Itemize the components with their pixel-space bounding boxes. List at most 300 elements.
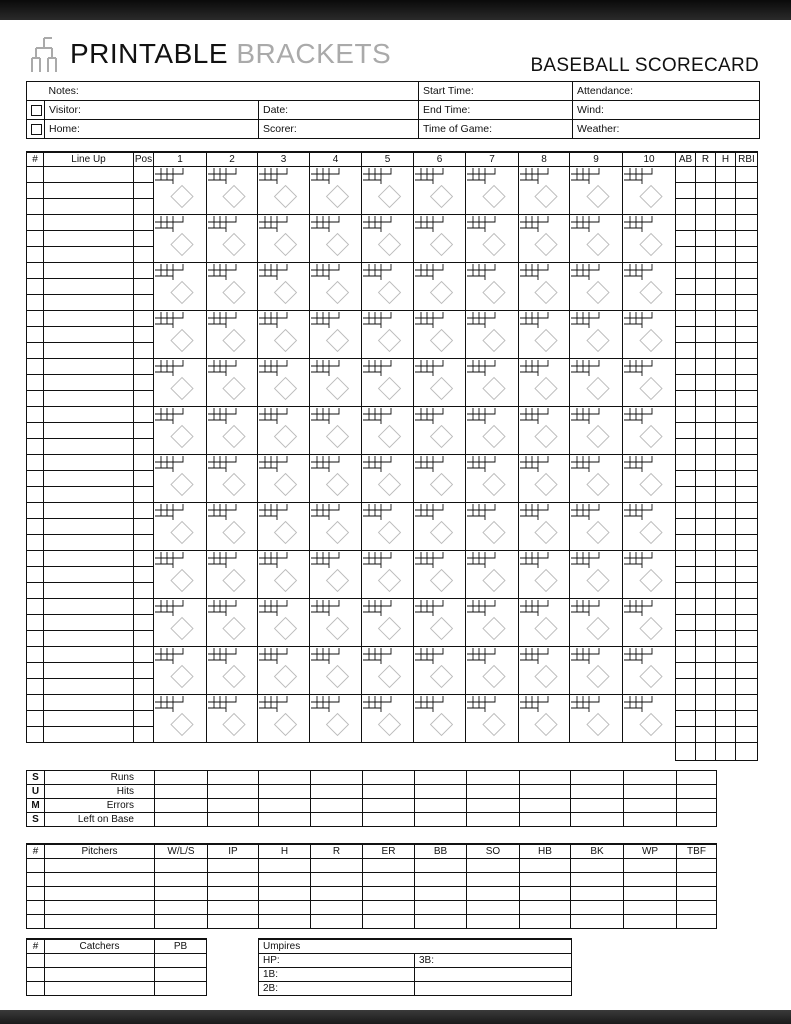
stat-cell[interactable]: [696, 406, 716, 422]
inning-cell[interactable]: [154, 166, 207, 214]
stat-cell[interactable]: [676, 182, 696, 198]
inning-cell[interactable]: [623, 454, 676, 502]
sums-cell[interactable]: [363, 771, 415, 785]
inning-cell[interactable]: [570, 598, 623, 646]
inning-cell[interactable]: [207, 550, 258, 598]
pitcher-cell[interactable]: [520, 858, 571, 872]
catcher-cell[interactable]: [155, 981, 207, 995]
stat-cell[interactable]: [696, 534, 716, 550]
wind-field[interactable]: Wind:: [573, 101, 760, 120]
pitcher-cell[interactable]: [624, 914, 677, 928]
at-bat-box[interactable]: [623, 503, 675, 550]
batter-pos-cell[interactable]: [134, 246, 154, 262]
sums-cell[interactable]: [311, 799, 363, 813]
batter-pos-cell[interactable]: [134, 294, 154, 310]
pitcher-cell[interactable]: [27, 872, 45, 886]
batter-name-cell[interactable]: [44, 390, 134, 406]
inning-cell[interactable]: [310, 646, 362, 694]
inning-cell[interactable]: [207, 166, 258, 214]
stat-cell[interactable]: [696, 726, 716, 742]
at-bat-box[interactable]: [207, 311, 257, 358]
stat-cell[interactable]: [716, 358, 736, 374]
sums-cell[interactable]: [363, 799, 415, 813]
stat-cell[interactable]: [716, 278, 736, 294]
at-bat-box[interactable]: [362, 263, 413, 310]
pitcher-cell[interactable]: [520, 872, 571, 886]
pitcher-cell[interactable]: [45, 858, 155, 872]
stat-cell[interactable]: [736, 438, 758, 454]
stat-cell[interactable]: [716, 534, 736, 550]
stat-cell[interactable]: [716, 374, 736, 390]
at-bat-box[interactable]: [310, 599, 361, 646]
at-bat-box[interactable]: [570, 647, 622, 694]
umpire-1b-field[interactable]: 1B:: [259, 967, 415, 981]
at-bat-box[interactable]: [414, 647, 465, 694]
catcher-cell[interactable]: [45, 967, 155, 981]
at-bat-box[interactable]: [154, 263, 206, 310]
inning-cell[interactable]: [207, 598, 258, 646]
batter-number-cell[interactable]: [27, 486, 44, 502]
inning-cell[interactable]: [519, 598, 570, 646]
stat-cell[interactable]: [716, 422, 736, 438]
at-bat-box[interactable]: [414, 695, 465, 742]
batter-pos-cell[interactable]: [134, 182, 154, 198]
catcher-cell[interactable]: [27, 981, 45, 995]
inning-cell[interactable]: [362, 502, 414, 550]
sums-cell[interactable]: [363, 785, 415, 799]
at-bat-box[interactable]: [258, 455, 309, 502]
batter-name-cell[interactable]: [44, 614, 134, 630]
stat-cell[interactable]: [716, 246, 736, 262]
inning-cell[interactable]: [207, 406, 258, 454]
batter-number-cell[interactable]: [27, 470, 44, 486]
stat-cell[interactable]: [716, 262, 736, 278]
at-bat-box[interactable]: [207, 167, 257, 214]
pitcher-cell[interactable]: [415, 886, 467, 900]
stat-cell[interactable]: [716, 518, 736, 534]
catcher-cell[interactable]: [27, 953, 45, 967]
pitcher-cell[interactable]: [311, 914, 363, 928]
at-bat-box[interactable]: [310, 215, 361, 262]
inning-cell[interactable]: [414, 550, 466, 598]
at-bat-box[interactable]: [414, 503, 465, 550]
stat-total-cell[interactable]: [736, 742, 758, 760]
inning-cell[interactable]: [466, 646, 519, 694]
stat-cell[interactable]: [716, 646, 736, 662]
stat-cell[interactable]: [696, 518, 716, 534]
stat-cell[interactable]: [716, 726, 736, 742]
pitcher-cell[interactable]: [259, 886, 311, 900]
attendance-field[interactable]: Attendance:: [573, 82, 760, 101]
batter-name-cell[interactable]: [44, 262, 134, 278]
inning-cell[interactable]: [519, 358, 570, 406]
inning-cell[interactable]: [414, 454, 466, 502]
inning-cell[interactable]: [154, 262, 207, 310]
inning-cell[interactable]: [570, 214, 623, 262]
stat-cell[interactable]: [736, 518, 758, 534]
stat-cell[interactable]: [736, 342, 758, 358]
pitcher-cell[interactable]: [311, 858, 363, 872]
batter-number-cell[interactable]: [27, 630, 44, 646]
sums-cell[interactable]: [677, 813, 717, 827]
inning-cell[interactable]: [154, 502, 207, 550]
at-bat-box[interactable]: [414, 215, 465, 262]
stat-cell[interactable]: [716, 694, 736, 710]
stat-cell[interactable]: [736, 502, 758, 518]
at-bat-box[interactable]: [207, 503, 257, 550]
umpire-blank-field[interactable]: [415, 967, 572, 981]
stat-cell[interactable]: [696, 678, 716, 694]
stat-cell[interactable]: [676, 214, 696, 230]
pitcher-cell[interactable]: [677, 886, 717, 900]
stat-cell[interactable]: [676, 438, 696, 454]
inning-cell[interactable]: [362, 598, 414, 646]
stat-cell[interactable]: [676, 726, 696, 742]
stat-cell[interactable]: [736, 614, 758, 630]
at-bat-box[interactable]: [623, 215, 675, 262]
sums-cell[interactable]: [677, 771, 717, 785]
stat-cell[interactable]: [736, 326, 758, 342]
batter-name-cell[interactable]: [44, 278, 134, 294]
sums-cell[interactable]: [415, 771, 467, 785]
at-bat-box[interactable]: [519, 647, 569, 694]
at-bat-box[interactable]: [519, 599, 569, 646]
stat-cell[interactable]: [716, 662, 736, 678]
inning-cell[interactable]: [207, 262, 258, 310]
stat-cell[interactable]: [696, 342, 716, 358]
at-bat-box[interactable]: [362, 167, 413, 214]
at-bat-box[interactable]: [414, 263, 465, 310]
at-bat-box[interactable]: [570, 551, 622, 598]
inning-cell[interactable]: [258, 694, 310, 742]
visitor-field[interactable]: Visitor:: [45, 101, 259, 120]
at-bat-box[interactable]: [623, 359, 675, 406]
inning-cell[interactable]: [310, 502, 362, 550]
pitcher-cell[interactable]: [45, 914, 155, 928]
inning-cell[interactable]: [519, 166, 570, 214]
batter-number-cell[interactable]: [27, 374, 44, 390]
stat-cell[interactable]: [676, 294, 696, 310]
inning-cell[interactable]: [310, 262, 362, 310]
batter-number-cell[interactable]: [27, 502, 44, 518]
batter-number-cell[interactable]: [27, 518, 44, 534]
at-bat-box[interactable]: [519, 551, 569, 598]
pitcher-cell[interactable]: [208, 872, 259, 886]
batter-number-cell[interactable]: [27, 246, 44, 262]
batter-name-cell[interactable]: [44, 486, 134, 502]
batter-number-cell[interactable]: [27, 294, 44, 310]
sums-cell[interactable]: [208, 785, 259, 799]
stat-cell[interactable]: [696, 262, 716, 278]
inning-cell[interactable]: [414, 646, 466, 694]
sums-cell[interactable]: [624, 813, 677, 827]
stat-cell[interactable]: [676, 582, 696, 598]
inning-cell[interactable]: [623, 502, 676, 550]
catcher-cell[interactable]: [27, 967, 45, 981]
stat-cell[interactable]: [716, 182, 736, 198]
batter-name-cell[interactable]: [44, 550, 134, 566]
stat-cell[interactable]: [716, 406, 736, 422]
pitcher-cell[interactable]: [311, 900, 363, 914]
inning-cell[interactable]: [466, 166, 519, 214]
batter-name-cell[interactable]: [44, 662, 134, 678]
stat-cell[interactable]: [736, 454, 758, 470]
at-bat-box[interactable]: [258, 263, 309, 310]
at-bat-box[interactable]: [570, 215, 622, 262]
at-bat-box[interactable]: [258, 407, 309, 454]
batter-pos-cell[interactable]: [134, 454, 154, 470]
batter-pos-cell[interactable]: [134, 582, 154, 598]
stat-cell[interactable]: [676, 310, 696, 326]
inning-cell[interactable]: [623, 406, 676, 454]
batter-name-cell[interactable]: [44, 470, 134, 486]
inning-cell[interactable]: [362, 166, 414, 214]
stat-cell[interactable]: [736, 726, 758, 742]
inning-cell[interactable]: [414, 166, 466, 214]
pitcher-cell[interactable]: [311, 872, 363, 886]
at-bat-box[interactable]: [466, 407, 518, 454]
inning-cell[interactable]: [623, 598, 676, 646]
stat-cell[interactable]: [716, 710, 736, 726]
stat-cell[interactable]: [676, 614, 696, 630]
at-bat-box[interactable]: [519, 167, 569, 214]
batter-name-cell[interactable]: [44, 646, 134, 662]
pitcher-cell[interactable]: [208, 886, 259, 900]
at-bat-box[interactable]: [519, 263, 569, 310]
batter-number-cell[interactable]: [27, 534, 44, 550]
at-bat-box[interactable]: [258, 215, 309, 262]
inning-cell[interactable]: [207, 646, 258, 694]
sums-cell[interactable]: [311, 813, 363, 827]
sums-cell[interactable]: [571, 813, 624, 827]
batter-number-cell[interactable]: [27, 262, 44, 278]
at-bat-box[interactable]: [466, 167, 518, 214]
at-bat-box[interactable]: [623, 311, 675, 358]
batter-number-cell[interactable]: [27, 662, 44, 678]
inning-cell[interactable]: [362, 262, 414, 310]
pitcher-cell[interactable]: [571, 900, 624, 914]
at-bat-box[interactable]: [258, 503, 309, 550]
at-bat-box[interactable]: [310, 407, 361, 454]
stat-cell[interactable]: [716, 598, 736, 614]
start-time-field[interactable]: Start Time:: [419, 82, 573, 101]
sums-cell[interactable]: [677, 799, 717, 813]
inning-cell[interactable]: [466, 694, 519, 742]
at-bat-box[interactable]: [258, 695, 309, 742]
batter-name-cell[interactable]: [44, 566, 134, 582]
pitcher-cell[interactable]: [27, 914, 45, 928]
inning-cell[interactable]: [466, 214, 519, 262]
stat-cell[interactable]: [696, 566, 716, 582]
date-field[interactable]: Date:: [259, 101, 419, 120]
inning-cell[interactable]: [414, 598, 466, 646]
inning-cell[interactable]: [466, 502, 519, 550]
stat-cell[interactable]: [676, 230, 696, 246]
at-bat-box[interactable]: [519, 503, 569, 550]
stat-cell[interactable]: [736, 486, 758, 502]
pitcher-cell[interactable]: [155, 872, 208, 886]
stat-cell[interactable]: [696, 390, 716, 406]
inning-cell[interactable]: [623, 550, 676, 598]
batter-number-cell[interactable]: [27, 646, 44, 662]
inning-cell[interactable]: [154, 646, 207, 694]
batter-number-cell[interactable]: [27, 214, 44, 230]
at-bat-box[interactable]: [466, 599, 518, 646]
batter-pos-cell[interactable]: [134, 550, 154, 566]
inning-cell[interactable]: [519, 310, 570, 358]
sums-cell[interactable]: [520, 771, 571, 785]
batter-number-cell[interactable]: [27, 310, 44, 326]
batter-pos-cell[interactable]: [134, 358, 154, 374]
pitcher-cell[interactable]: [677, 900, 717, 914]
inning-cell[interactable]: [519, 406, 570, 454]
batter-pos-cell[interactable]: [134, 694, 154, 710]
inning-cell[interactable]: [258, 454, 310, 502]
batter-number-cell[interactable]: [27, 710, 44, 726]
pitcher-cell[interactable]: [415, 900, 467, 914]
sums-cell[interactable]: [624, 771, 677, 785]
inning-cell[interactable]: [570, 550, 623, 598]
inning-cell[interactable]: [310, 454, 362, 502]
batter-name-cell[interactable]: [44, 502, 134, 518]
inning-cell[interactable]: [414, 358, 466, 406]
stat-cell[interactable]: [716, 566, 736, 582]
stat-cell[interactable]: [676, 390, 696, 406]
stat-cell[interactable]: [716, 198, 736, 214]
inning-cell[interactable]: [414, 262, 466, 310]
pitcher-cell[interactable]: [259, 858, 311, 872]
at-bat-box[interactable]: [414, 359, 465, 406]
pitcher-cell[interactable]: [363, 914, 415, 928]
catcher-cell[interactable]: [45, 953, 155, 967]
at-bat-box[interactable]: [466, 503, 518, 550]
pitcher-cell[interactable]: [45, 872, 155, 886]
stat-cell[interactable]: [676, 486, 696, 502]
stat-cell[interactable]: [716, 326, 736, 342]
stat-cell[interactable]: [716, 214, 736, 230]
stat-cell[interactable]: [696, 438, 716, 454]
inning-cell[interactable]: [623, 262, 676, 310]
batter-pos-cell[interactable]: [134, 278, 154, 294]
at-bat-box[interactable]: [570, 407, 622, 454]
at-bat-box[interactable]: [466, 215, 518, 262]
stat-cell[interactable]: [696, 246, 716, 262]
batter-number-cell[interactable]: [27, 694, 44, 710]
at-bat-box[interactable]: [207, 647, 257, 694]
inning-cell[interactable]: [258, 214, 310, 262]
stat-cell[interactable]: [716, 438, 736, 454]
inning-cell[interactable]: [154, 358, 207, 406]
at-bat-box[interactable]: [466, 695, 518, 742]
batter-name-cell[interactable]: [44, 294, 134, 310]
at-bat-box[interactable]: [362, 647, 413, 694]
at-bat-box[interactable]: [258, 167, 309, 214]
inning-cell[interactable]: [310, 358, 362, 406]
at-bat-box[interactable]: [414, 551, 465, 598]
at-bat-box[interactable]: [258, 647, 309, 694]
scorer-field[interactable]: Scorer:: [259, 120, 419, 139]
pitcher-cell[interactable]: [363, 886, 415, 900]
stat-cell[interactable]: [696, 662, 716, 678]
pitcher-cell[interactable]: [677, 858, 717, 872]
stat-cell[interactable]: [696, 630, 716, 646]
at-bat-box[interactable]: [414, 167, 465, 214]
sums-cell[interactable]: [155, 785, 208, 799]
at-bat-box[interactable]: [207, 407, 257, 454]
at-bat-box[interactable]: [310, 503, 361, 550]
at-bat-box[interactable]: [414, 455, 465, 502]
stat-cell[interactable]: [736, 214, 758, 230]
stat-cell[interactable]: [736, 182, 758, 198]
inning-cell[interactable]: [258, 406, 310, 454]
catcher-cell[interactable]: [45, 981, 155, 995]
inning-cell[interactable]: [570, 694, 623, 742]
at-bat-box[interactable]: [570, 263, 622, 310]
pitcher-cell[interactable]: [363, 900, 415, 914]
batter-name-cell[interactable]: [44, 358, 134, 374]
at-bat-box[interactable]: [207, 599, 257, 646]
batter-pos-cell[interactable]: [134, 710, 154, 726]
at-bat-box[interactable]: [258, 359, 309, 406]
at-bat-box[interactable]: [362, 311, 413, 358]
stat-cell[interactable]: [696, 470, 716, 486]
pitcher-cell[interactable]: [363, 858, 415, 872]
inning-cell[interactable]: [519, 550, 570, 598]
stat-cell[interactable]: [676, 422, 696, 438]
sums-cell[interactable]: [259, 785, 311, 799]
sums-cell[interactable]: [259, 799, 311, 813]
pitcher-cell[interactable]: [571, 914, 624, 928]
sums-cell[interactable]: [520, 799, 571, 813]
at-bat-box[interactable]: [154, 695, 206, 742]
inning-cell[interactable]: [519, 214, 570, 262]
inning-cell[interactable]: [154, 598, 207, 646]
sums-cell[interactable]: [208, 813, 259, 827]
batter-pos-cell[interactable]: [134, 678, 154, 694]
pitcher-cell[interactable]: [27, 900, 45, 914]
stat-cell[interactable]: [716, 486, 736, 502]
stat-cell[interactable]: [716, 166, 736, 182]
sums-cell[interactable]: [155, 771, 208, 785]
batter-name-cell[interactable]: [44, 230, 134, 246]
stat-cell[interactable]: [676, 454, 696, 470]
pitcher-cell[interactable]: [155, 900, 208, 914]
stat-cell[interactable]: [676, 598, 696, 614]
at-bat-box[interactable]: [466, 311, 518, 358]
at-bat-box[interactable]: [310, 263, 361, 310]
stat-cell[interactable]: [736, 294, 758, 310]
batter-pos-cell[interactable]: [134, 310, 154, 326]
stat-cell[interactable]: [716, 310, 736, 326]
batter-name-cell[interactable]: [44, 214, 134, 230]
inning-cell[interactable]: [623, 166, 676, 214]
stat-cell[interactable]: [716, 390, 736, 406]
at-bat-box[interactable]: [570, 167, 622, 214]
stat-cell[interactable]: [676, 662, 696, 678]
stat-cell[interactable]: [696, 550, 716, 566]
pitcher-cell[interactable]: [467, 914, 520, 928]
stat-cell[interactable]: [676, 678, 696, 694]
stat-cell[interactable]: [696, 422, 716, 438]
pitcher-cell[interactable]: [45, 900, 155, 914]
at-bat-box[interactable]: [570, 359, 622, 406]
stat-cell[interactable]: [716, 454, 736, 470]
pitcher-cell[interactable]: [45, 886, 155, 900]
pitcher-cell[interactable]: [415, 858, 467, 872]
stat-cell[interactable]: [676, 534, 696, 550]
end-time-field[interactable]: End Time:: [419, 101, 573, 120]
inning-cell[interactable]: [414, 694, 466, 742]
